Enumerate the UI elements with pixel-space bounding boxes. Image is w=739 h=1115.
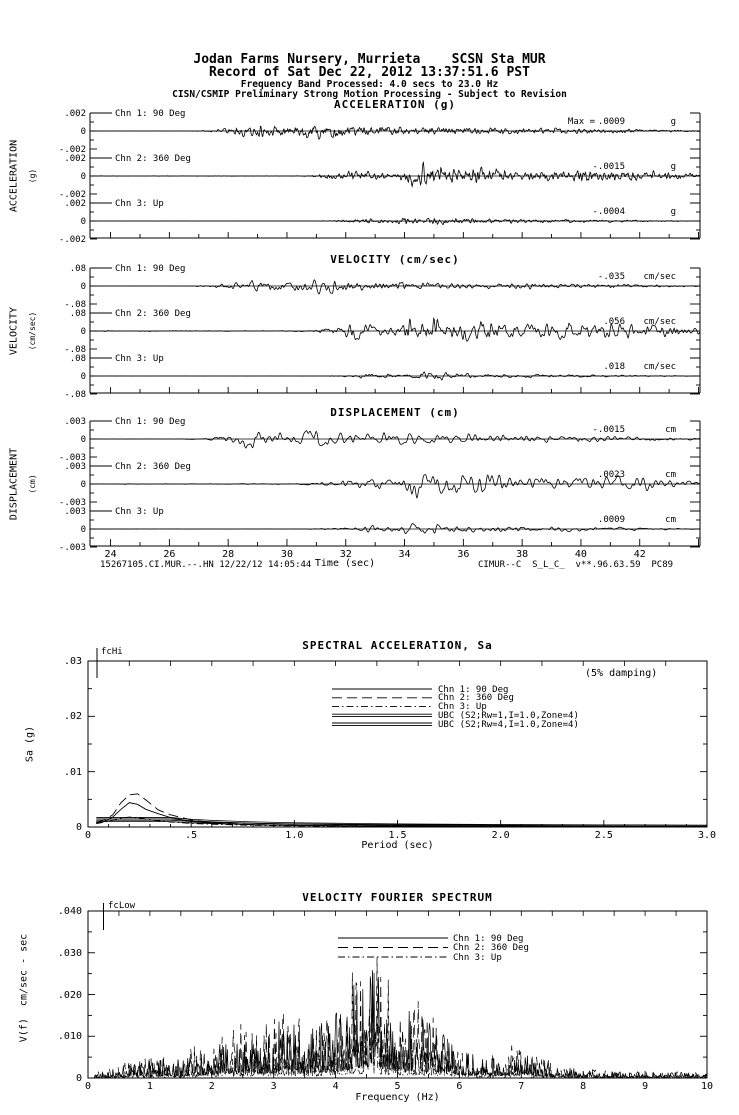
fourier-x-tick-label: 7 xyxy=(518,1081,525,1092)
sa-x-tick-label: 2.0 xyxy=(491,830,510,841)
sa-x-tick-label: 1.0 xyxy=(285,830,304,841)
time-axis-label: Time (sec) xyxy=(314,558,376,569)
fourier-y-tick-label: .030 xyxy=(57,947,82,959)
scale-label-top: .08 xyxy=(69,309,86,319)
fourier-y-tick-label: 0 xyxy=(75,1073,82,1084)
fourier-legend-entry: Chn 2: 360 Deg xyxy=(453,943,529,953)
sa-legend-entry: Chn 1: 90 Deg xyxy=(438,684,509,695)
time-tick-label: 30 xyxy=(280,549,293,560)
fourier-fclow-label: fcLow xyxy=(108,901,136,911)
max-unit: cm xyxy=(665,425,676,435)
fourier-x-tick-label: 6 xyxy=(456,1081,463,1092)
fourier-x-tick-label: 0 xyxy=(84,1081,92,1092)
scale-label-bottom: -.003 xyxy=(58,453,86,463)
fourier-x-tick-label: 3 xyxy=(270,1081,277,1092)
scale-label-top: .003 xyxy=(64,417,86,427)
fourier-x-tick-label: 2 xyxy=(208,1081,215,1092)
fourier-y-axis-label: V(f) cm/sec - sec xyxy=(18,933,30,1043)
sa-x-tick-label: 1.5 xyxy=(388,830,407,841)
max-value: -.035 xyxy=(597,272,625,282)
scale-label-bottom: -.002 xyxy=(58,190,86,200)
max-value: .018 xyxy=(603,362,625,372)
scale-label-zero: 0 xyxy=(80,327,86,337)
max-unit: cm xyxy=(665,515,676,525)
channel-label: Chn 1: 90 Deg xyxy=(115,109,186,119)
record-id-footer: 15267105.CI.MUR.--.HN 12/22/12 14:05:44 xyxy=(100,560,312,570)
max-value: -.0015 xyxy=(592,425,625,435)
channel-label: Chn 2: 360 Deg xyxy=(115,309,191,319)
time-tick-label: 26 xyxy=(163,549,176,560)
max-value: .056 xyxy=(603,317,625,327)
channel-label: Chn 3: Up xyxy=(115,507,164,517)
max-prefix: Max = xyxy=(567,117,595,127)
max-value: .0009 xyxy=(597,117,625,127)
acceleration-axis-unit: (g) xyxy=(28,168,37,184)
fourier-x-tick-label: 5 xyxy=(394,1081,401,1092)
header-record-line: Record of Sat Dec 22, 2012 13:37:51.6 PST xyxy=(209,65,530,80)
sa-legend-entry: UBC (S2;Rw=4,I=1.0,Zone=4) xyxy=(438,719,579,730)
time-tick-label: 32 xyxy=(339,549,352,560)
fourier-y-tick-label: .020 xyxy=(57,989,82,1001)
max-unit: g xyxy=(670,162,676,172)
sa-y-axis-label: Sa (g) xyxy=(24,725,36,763)
acceleration-title: ACCELERATION (g) xyxy=(334,98,456,111)
scale-label-bottom: -.003 xyxy=(58,543,86,553)
displacement-axis-unit: (cm) xyxy=(28,474,37,494)
max-unit: cm/sec xyxy=(643,317,676,327)
sa-fchi-label: fcHi xyxy=(101,647,123,657)
header-band-line: Frequency Band Processed: 4.0 secs to 23.0 Hz xyxy=(240,79,499,90)
scale-label-top: .002 xyxy=(64,154,86,164)
channel-label: Chn 1: 90 Deg xyxy=(115,264,186,274)
seismogram-trace-acceleration-ch3 xyxy=(90,218,700,224)
scale-label-zero: 0 xyxy=(80,525,86,535)
sa-damping-note: (5% damping) xyxy=(585,668,658,679)
scale-label-top: .003 xyxy=(64,507,86,517)
max-value: -.0004 xyxy=(592,207,625,217)
sa-legend-entry: Chn 2: 360 Deg xyxy=(438,693,514,704)
acceleration-axis-label: ACCELERATION xyxy=(8,139,20,213)
fourier-plot-frame xyxy=(88,911,707,1078)
fourier-y-tick-label: .040 xyxy=(57,906,82,917)
velocity-axis-unit: (cm/sec) xyxy=(28,311,37,351)
seismogram-trace-acceleration-ch1 xyxy=(90,126,700,139)
sa-y-tick-label: .03 xyxy=(63,656,82,667)
sa-curve-1 xyxy=(96,794,707,827)
sa-plot-frame xyxy=(88,661,707,827)
sa-x-tick-label: 3.0 xyxy=(697,830,717,841)
sa-y-tick-label: .01 xyxy=(63,766,82,778)
max-unit: cm/sec xyxy=(643,362,676,372)
sa-y-tick-label: .02 xyxy=(63,711,82,723)
max-unit: cm xyxy=(665,470,676,480)
velocity-axis-label: VELOCITY xyxy=(8,306,20,356)
max-unit: g xyxy=(670,207,676,217)
fourier-x-tick-label: 1 xyxy=(146,1081,153,1092)
scale-label-top: .08 xyxy=(69,354,86,364)
scale-label-bottom: -.08 xyxy=(64,390,86,400)
displacement-title: DISPLACEMENT (cm) xyxy=(330,406,460,419)
max-value: .0009 xyxy=(597,515,625,525)
max-unit: cm/sec xyxy=(643,272,676,282)
channel-label: Chn 1: 90 Deg xyxy=(115,417,186,427)
header-disclaimer-line: CISN/CSMIP Preliminary Strong Motion Processing - Subject to Revision xyxy=(172,89,567,100)
scale-label-bottom: -.002 xyxy=(58,235,86,245)
displacement-axis-label: DISPLACEMENT xyxy=(8,447,20,521)
velocity-title: VELOCITY (cm/sec) xyxy=(330,253,460,266)
sa-y-tick-label: 0 xyxy=(75,822,82,833)
fourier-x-tick-label: 4 xyxy=(332,1081,339,1092)
sa-x-tick-label: 0 xyxy=(84,830,92,841)
fourier-plot-title: VELOCITY FOURIER SPECTRUM xyxy=(302,891,493,904)
scale-label-bottom: -.08 xyxy=(64,345,86,355)
fourier-x-tick-label: 8 xyxy=(580,1081,587,1092)
time-tick-label: 36 xyxy=(457,549,470,560)
scale-label-zero: 0 xyxy=(80,480,86,490)
scale-label-zero: 0 xyxy=(80,127,86,137)
scale-label-zero: 0 xyxy=(80,282,86,292)
scale-label-zero: 0 xyxy=(80,435,86,445)
scale-label-top: .08 xyxy=(69,264,86,274)
scale-label-zero: 0 xyxy=(80,372,86,382)
channel-label: Chn 3: Up xyxy=(115,199,164,209)
sa-x-axis-label: Period (sec) xyxy=(361,840,434,851)
scale-label-top: .002 xyxy=(64,199,86,209)
scale-label-top: .003 xyxy=(64,462,86,472)
scale-label-top: .002 xyxy=(64,109,86,119)
channel-label: Chn 2: 360 Deg xyxy=(115,462,191,472)
processing-footer: CIMUR--C S_L_C_ v**.96.63.59 PC89 xyxy=(478,560,674,570)
max-value: -.0015 xyxy=(592,162,625,172)
time-tick-label: 24 xyxy=(104,549,117,560)
sa-x-tick-label: .5 xyxy=(185,830,198,841)
sa-x-tick-label: 2.5 xyxy=(594,830,613,841)
max-value: .0023 xyxy=(597,470,625,480)
fourier-legend-entry: Chn 1: 90 Deg xyxy=(453,933,524,944)
time-tick-label: 28 xyxy=(222,549,235,560)
sa-legend-entry: Chn 3: Up xyxy=(438,702,487,713)
scale-label-bottom: -.002 xyxy=(58,145,86,155)
time-tick-label: 38 xyxy=(516,549,529,560)
sa-plot-title: SPECTRAL ACCELERATION, Sa xyxy=(302,639,493,652)
fourier-y-tick-label: .010 xyxy=(57,1031,82,1043)
fourier-x-axis-label: Frequency (Hz) xyxy=(355,1092,440,1103)
channel-label: Chn 3: Up xyxy=(115,354,164,364)
fourier-x-tick-label: 9 xyxy=(642,1081,649,1092)
scale-label-bottom: -.08 xyxy=(64,300,86,310)
time-tick-label: 34 xyxy=(398,549,411,560)
scale-label-bottom: -.003 xyxy=(58,498,86,508)
time-tick-label: 42 xyxy=(633,549,646,560)
max-unit: g xyxy=(670,117,676,127)
scale-label-zero: 0 xyxy=(80,217,86,227)
scale-label-zero: 0 xyxy=(80,172,86,182)
fourier-x-tick-label: 10 xyxy=(700,1081,714,1092)
fourier-legend-entry: Chn 3: Up xyxy=(453,952,502,963)
channel-label: Chn 2: 360 Deg xyxy=(115,154,191,164)
header-station-line: Jodan Farms Nursery, Murrieta SCSN Sta MUR xyxy=(193,52,546,67)
sa-legend-entry: UBC (S2;Rw=1,I=1.0,Zone=4) xyxy=(438,710,579,721)
time-tick-label: 40 xyxy=(574,549,587,560)
